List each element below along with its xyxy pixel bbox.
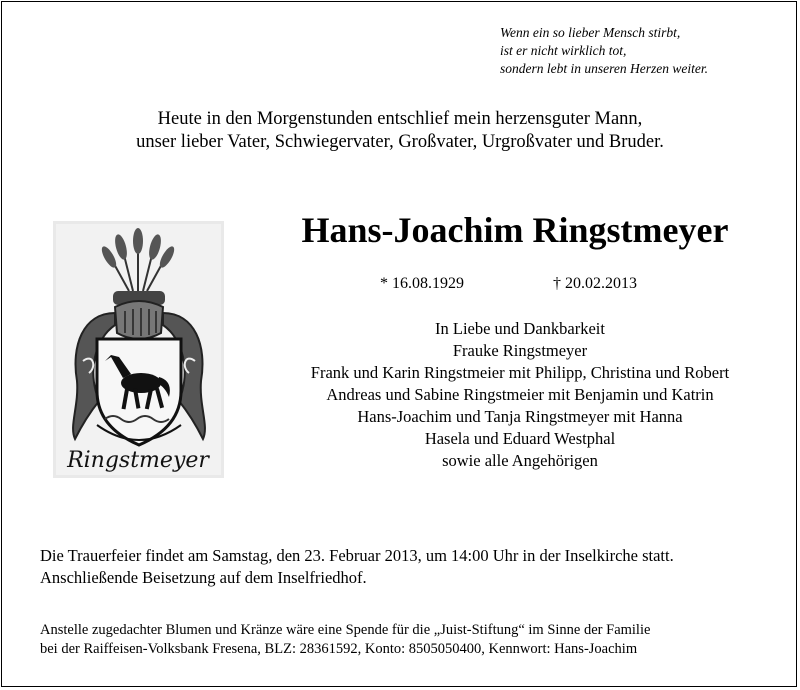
quote-line: Wenn ein so lieber Mensch stirbt, [500,25,681,40]
intro-line: unser lieber Vater, Schwiegervater, Großvater, Urgroßvater und Bruder. [136,132,664,152]
intro-text [0,108,800,154]
funeral-line: Die Trauerfeier findet am Samstag, den 23. Februar 2013, um 14:00 Uhr in der Inselkirche statt. [40,546,674,565]
mourner-line: Frauke Ringstmeyer [452,341,588,360]
mourner-line: Hans-Joachim und Tanja Ringstmeyer mit Hanna [357,407,683,426]
mourner-line: Andreas und Sabine Ringstmeier mit Benjamin und Katrin [326,385,714,404]
mourners-list [270,318,770,472]
family-crest-icon [53,221,224,478]
mourner-line: In Liebe und Dankbarkeit [435,319,605,338]
donation-info [40,621,650,659]
quote-line: ist er nicht wirklich tot, [500,43,627,58]
donation-line: Anstelle zugedachter Blumen und Kränze wäre eine Spende für die „Juist-Stiftung“ im Sinne der Familie [40,622,651,638]
memorial-quote [500,24,708,78]
mourner-line: Hasela und Eduard Westphal [424,429,616,448]
mourner-line: sowie alle Angehörigen [442,451,598,470]
birth-date: * 16.08.1929 [380,275,464,292]
funeral-info [40,545,674,589]
death-date: † 20.02.2013 [553,275,637,292]
quote-line: sondern lebt in unseren Herzen weiter. [500,61,708,76]
donation-line: bei der Raiffeisen-Volksbank Fresena, BLZ: 28361592, Konto: 8505050400, Kennwort: Hans-Joachim [40,641,638,657]
mourner-line: Frank und Karin Ringstmeier mit Philipp, Christina und Robert [310,363,730,382]
deceased-name: Hans-Joachim Ringstmeyer [301,210,729,250]
funeral-line: Anschließende Beisetzung auf dem Inselfriedhof. [40,568,367,587]
crest-signature: Ringstmeyer [67,448,209,473]
intro-line: Heute in den Morgenstunden entschlief mein herzensguter Mann, [157,109,643,129]
